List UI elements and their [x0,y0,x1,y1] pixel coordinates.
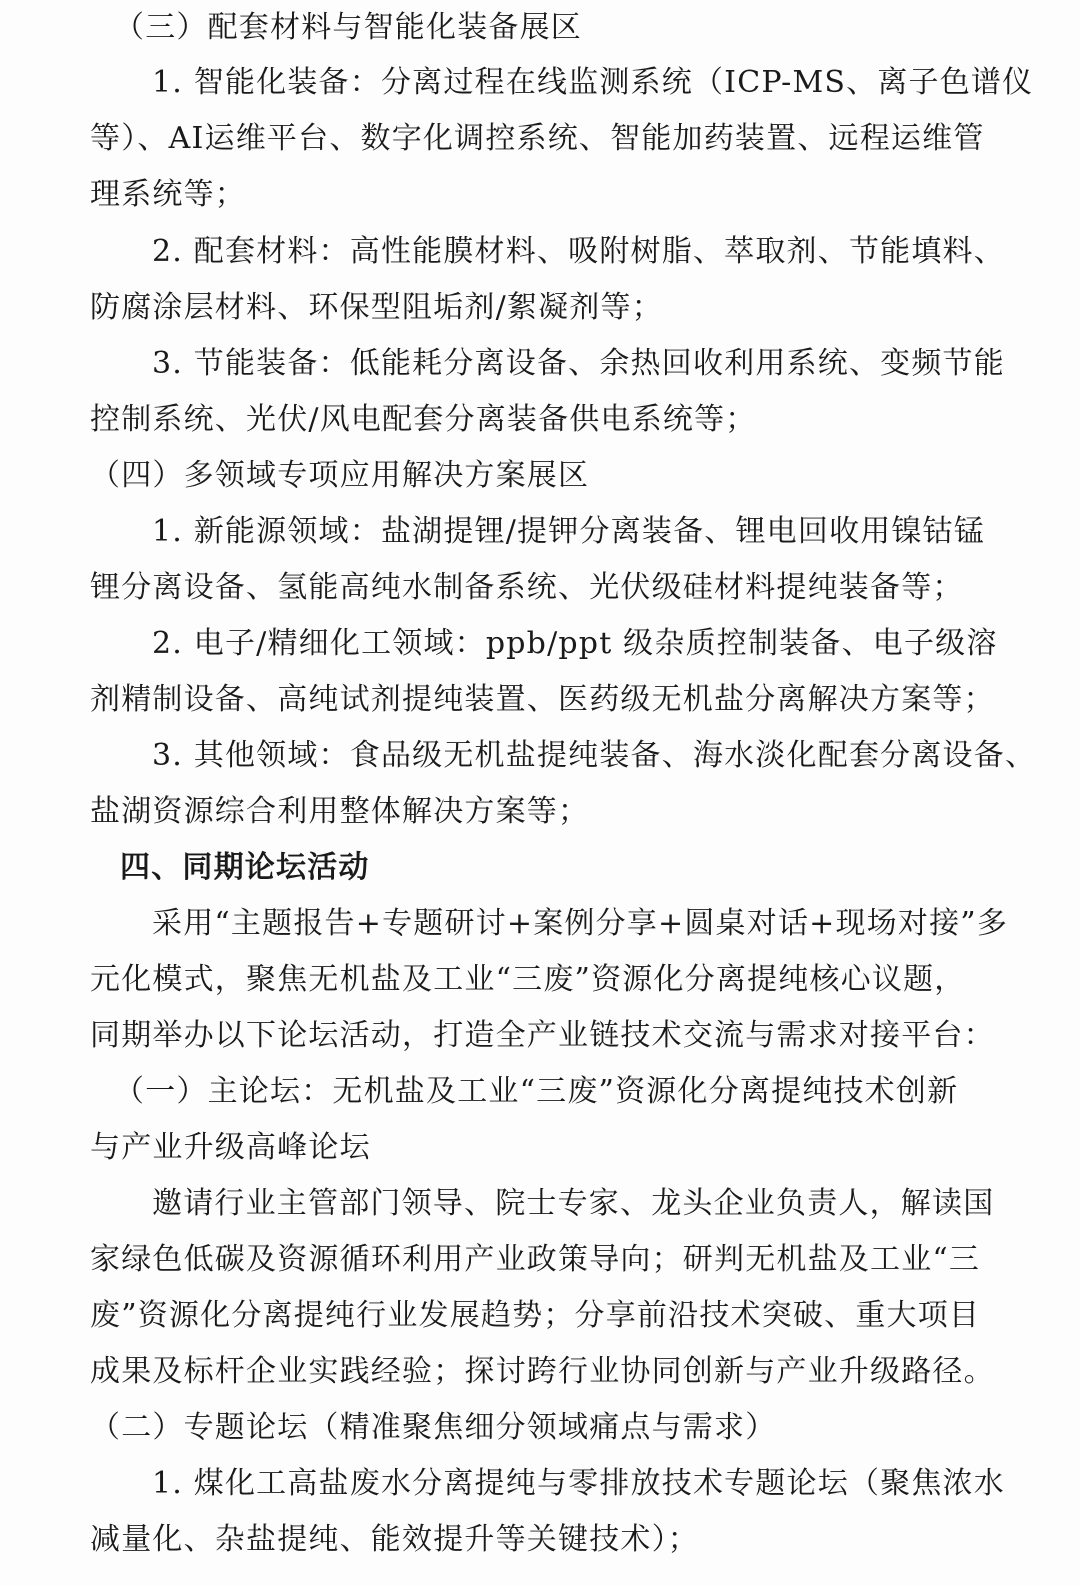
text-line: 防腐涂层材料、环保型阻垢剂/絮凝剂等； [90,290,663,325]
text-line: 盐湖资源综合利用整体解决方案等； [90,794,590,829]
text-line: 废”资源化分离提纯行业发展趋势；分享前沿技术突破、重大项目 [90,1298,981,1333]
text-line: 与产业升级高峰论坛 [90,1130,371,1165]
text-line: 减量化、杂盐提纯、能效提升等关键技术）； [90,1522,699,1557]
text-line: 控制系统、光伏/风电配套分离装备供电系统等； [90,402,757,437]
text-line: 家绿色低碳及资源循环利用产业政策导向；研判无机盐及工业“三 [90,1242,981,1277]
text-line: 成果及标杆企业实践经验；探讨跨行业协同创新与产业升级路径。 [90,1354,995,1389]
text-line: 1. 智能化装备：分离过程在线监测系统（ICP-MS、离子色谱仪 [152,65,1034,100]
text-line: 元化模式，聚焦无机盐及工业“三废”资源化分离提纯核心议题， [90,962,966,997]
text-line: 邀请行业主管部门领导、院士专家、龙头企业负责人，解读国 [152,1186,995,1221]
text-line: 剂精制设备、高纯试剂提纯装置、医药级无机盐分离解决方案等； [90,682,995,717]
subheading-main-forum: （一）主论坛：无机盐及工业“三废”资源化分离提纯技术创新 [114,1074,959,1109]
text-line: 2. 电子/精细化工领域：ppb/ppt 级杂质控制装备、电子级溶 [152,626,998,661]
text-line: 2. 配套材料：高性能膜材料、吸附树脂、萃取剂、节能填料、 [152,234,1005,269]
subheading-special-forum: （二）专题论坛（精准聚焦细分领域痛点与需求） [90,1410,777,1445]
text-line: 理系统等； [90,177,246,212]
section-heading-forum: 四、同期论坛活动 [120,850,370,885]
text-line: 同期举办以下论坛活动，打造全产业链技术交流与需求对接平台： [90,1018,995,1053]
text-line: 1. 煤化工高盐废水分离提纯与零排放技术专题论坛（聚焦浓水 [152,1466,1005,1501]
subheading-exhibit-area-3: （三）配套材料与智能化装备展区 [114,10,582,45]
text-line: 1. 新能源领域：盐湖提锂/提钾分离装备、锂电回收用镍钴锰 [152,514,986,549]
text-line: 3. 其他领域：食品级无机盐提纯装备、海水淡化配套分离设备、 [152,738,1037,773]
text-line: 等）、AI运维平台、数字化调控系统、智能加药装置、远程运维管 [90,121,985,156]
text-line: 3. 节能装备：低能耗分离设备、余热回收利用系统、变频节能 [152,346,1005,381]
text-line: 采用“主题报告+专题研讨+案例分享+圆桌对话+现场对接”多 [152,906,1009,941]
text-line: 锂分离设备、氢能高纯水制备系统、光伏级硅材料提纯装备等； [90,570,964,605]
subheading-exhibit-area-4: （四）多领域专项应用解决方案展区 [90,458,590,493]
